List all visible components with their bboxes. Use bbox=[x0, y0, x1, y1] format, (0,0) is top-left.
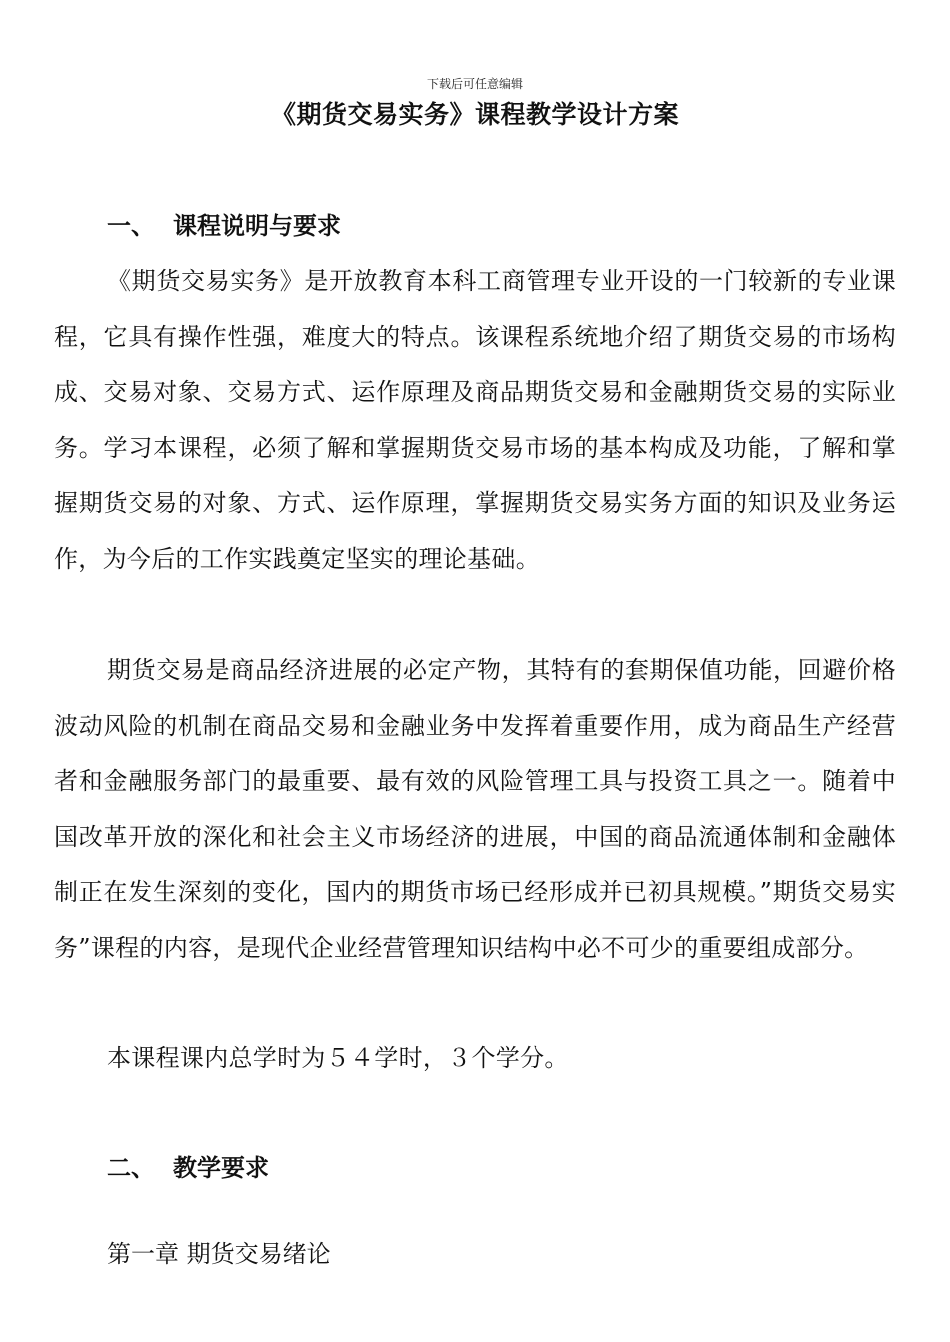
section-title-2: 教学要求 bbox=[173, 1154, 269, 1182]
section-number-2: 二、 bbox=[107, 1154, 155, 1182]
section-heading-2 bbox=[107, 1152, 269, 1184]
paragraph-course-intro: 《期货交易实务》是开放教育本科工商管理专业开设的一门较新的专业课程，它具有操作性强，难度大的特点。该课程系统地介绍了期货交易的市场构成、交易对象、交易方式、运作原理及商品期货交易和金融期货交易的实际业务。学习本课程，必须了解和掌握期货交易市场的基本构成及功能，了解和掌握期货交易的对象、方式、运作原理，掌握期货交易实务方面的知识及业务运作，为今后的工作实践奠定坚实的理论基础。 bbox=[54, 267, 896, 573]
document-title: 《期货交易实务》课程教学设计方案 bbox=[270, 100, 679, 129]
section-title-1: 课程说明与要求 bbox=[173, 212, 341, 240]
section-heading-1 bbox=[107, 210, 341, 242]
paragraph-futures-background: 期货交易是商品经济进展的必定产物，其特有的套期保值功能，回避价格波动风险的机制在商品交易和金融业务中发挥着重要作用，成为商品生产经营者和金融服务部门的最重要、最有效的风险管理工具与投资工具之一。随着中国改革开放的深化和社会主义市场经济的进展，中国的商品流通体制和金融体制正在发生深刻的变化，国内的期货市场已经形成并已初具规模。”期货交易实务”课程的内容，是现代企业经营管理知识结构中必不可少的重要组成部分。 bbox=[54, 656, 896, 962]
header-note: 下载后可任意编辑 bbox=[426, 77, 523, 91]
section-number-1: 一、 bbox=[107, 212, 155, 240]
paragraph-credit-hours: 本课程课内总学时为５４学时，３个学分。 bbox=[107, 1044, 569, 1072]
chapter-heading-1: 第一章 期货交易绪论 bbox=[107, 1240, 331, 1268]
